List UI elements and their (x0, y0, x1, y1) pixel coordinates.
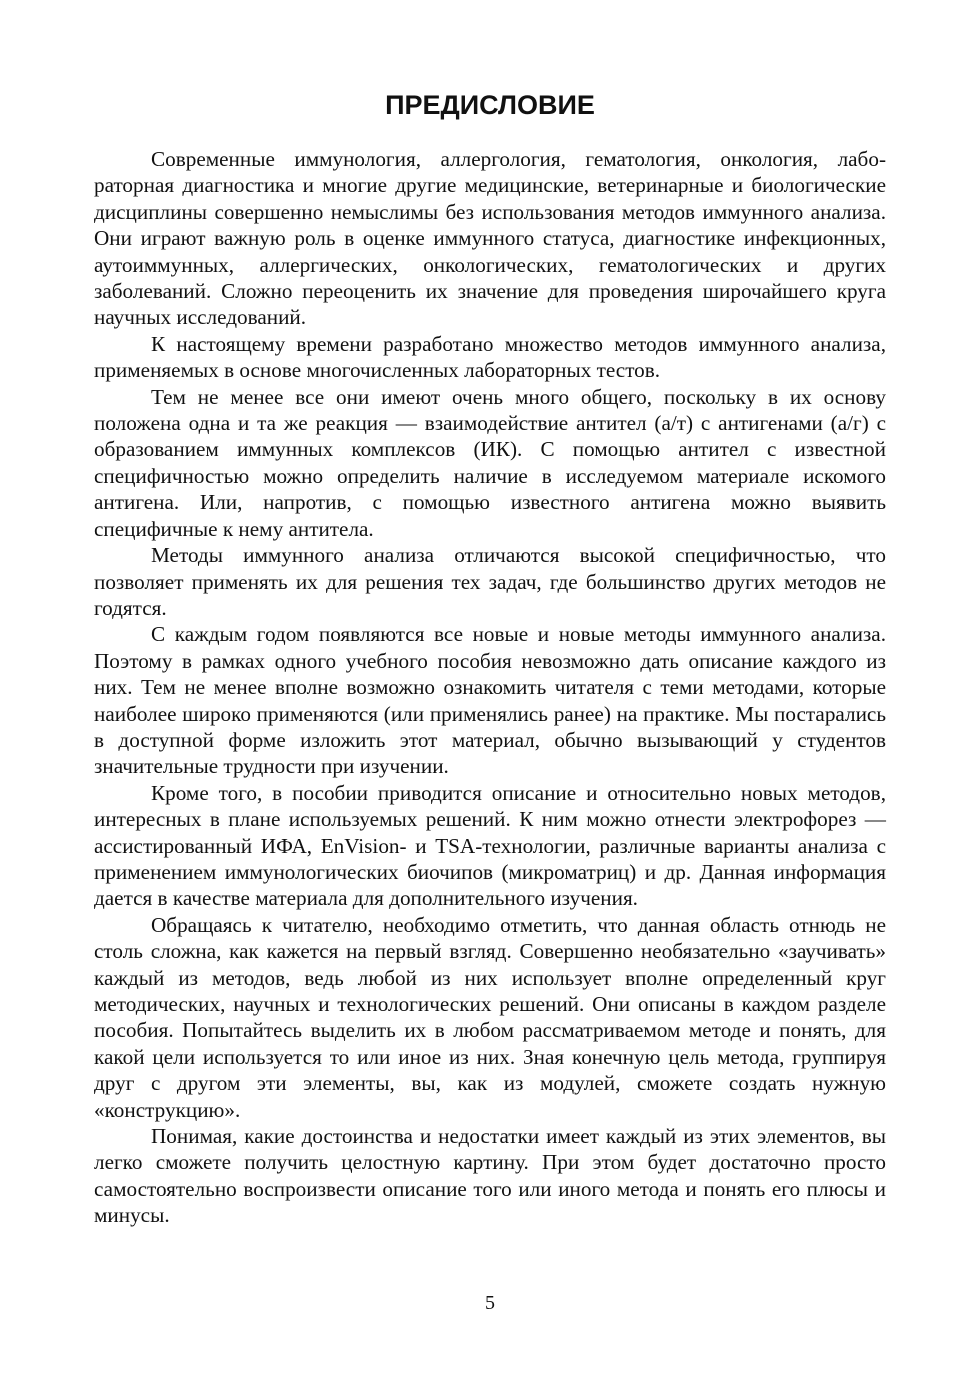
paragraph-6: Кроме того, в пособии приводится описание и относительно новых методов, интересных в плане используемых решений. К ним можно отнести электрофорез — ассистированный ИФА, EnVision- и TSA-технологии, различные варианты анализа с применением иммунологических биочипов (микроматриц) и др. Данная информация дается в качестве материала для дополнительного изучения. (94, 780, 886, 911)
paragraph-2: К настоящему времени разработано множество методов иммунного анализа, применяемых в основе многочисленных лабораторных тестов. (94, 331, 886, 383)
paragraph-7: Обращаясь к читателю, необходимо отметить, что данная область отнюдь не столь сложна, как кажется на первый взгляд. Совершенно необязательно «заучивать» каждый из методов, ведь любой из них использует вполне определенный круг методических, научных и технологических решений. Они описаны в каждом разделе пособия. Попытайтесь выделить их в любом рассматриваемом методе и понять, для какой цели используется то или иное из них. Зная конечную цель метода, группируя друг с другом эти элементы, вы, как из модулей, сможете создать нужную «конструкцию». (94, 912, 886, 1122)
body-text (94, 146, 886, 1229)
page-number: 5 (485, 1292, 495, 1314)
paragraph-8: Понимая, какие достоинства и недостатки имеет каждый из этих элементов, вы легко сможете получить целостную картину. При этом будет достаточно просто самостоятельно воспроизвести описание того или иного метода и понять его плюсы и минусы. (94, 1124, 886, 1228)
paragraph-3: Тем не менее все они имеют очень много общего, поскольку в их основу положена одна и та же реакция — взаимодействие антител (а/т) с антигенами (а/г) с образованием иммунных комплексов (ИК). С помощью антител с известной специфичностью можно определить наличие в исследуемом материале искомого антигена. Или, напротив, с помощью известного антигена можно выявить специфичные к нему антитела. (94, 384, 886, 541)
page-heading: ПРЕДИСЛОВИЕ (385, 90, 595, 120)
paragraph-5: С каждым годом появляются все новые и новые методы иммунного анализа. Поэтому в рамках одного учебного пособия невозможно дать описание каждого из них. Тем не менее вполне возможно ознакомить читателя с теми методами, которые наиболее широко применяются (или применялись ранее) на практике. Мы постарались в доступной форме изложить этот материал, обычно вызывающий у студентов значительные трудности при изучении. (94, 622, 886, 779)
paragraph-4: Методы иммунного анализа отличаются высокой специфичностью, что позволяет применять их для решения тех задач, где большинство других методов не годятся. (94, 543, 886, 620)
paragraph-1: Современные иммунология, аллергология, гематология, онкология, лабораторная диагностика и многие другие медицинские, ветеринарные и биологические дисциплины совершенно немыслимы без использования методов иммунного анализа. Они играют важную роль в оценке иммунного статуса, диагностике инфекционных, аутоиммунных, аллергических, онкологических, гематологических и других заболеваний. Сложно переоценить их значение для проведения широчайшего круга научных исследований. (94, 147, 886, 330)
